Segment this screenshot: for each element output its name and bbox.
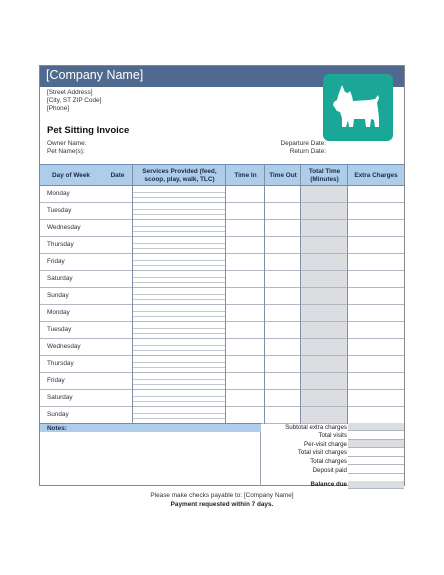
invoice-sheet [39,65,405,489]
summary-label: Total visit charges [297,449,347,457]
col-date: Date [110,171,125,179]
notes-header [40,423,261,432]
table-row [40,186,404,203]
invoice-title: Pet Sitting Invoice [47,125,130,136]
summary-row [261,432,404,440]
logo [323,74,393,141]
company-name[interactable]: [Company Name] [46,68,144,82]
summary-value[interactable] [348,457,404,465]
summary-row [261,466,404,474]
day-label: Saturday [47,275,73,282]
services-line[interactable] [133,333,226,334]
col-time-in: Time In [234,171,257,179]
services-line[interactable] [133,231,226,232]
table-row [40,288,404,305]
services-line[interactable] [133,367,226,368]
balance-due-row [261,481,404,489]
departure-date-label: Departure Date: [280,140,326,147]
summary-value[interactable] [348,466,404,474]
col-time-out: Time Out [269,171,297,179]
services-line[interactable] [133,197,226,198]
services-line[interactable] [133,299,226,300]
col-services: Services Provided (feed, scoop, play, walk, TLC) [142,167,217,183]
services-line[interactable] [133,214,226,215]
services-line[interactable] [133,209,226,210]
day-label: Friday [47,377,65,384]
day-label: Thursday [47,360,74,367]
services-line[interactable] [133,277,226,278]
services-line[interactable] [133,260,226,261]
divider [132,164,133,424]
pet-names-label: Pet Name(s): [47,148,85,155]
services-line[interactable] [133,345,226,346]
services-line[interactable] [133,418,226,419]
summary-label: Per-visit charge [304,440,347,448]
notes-area[interactable] [40,432,261,486]
day-label: Wednesday [47,224,81,231]
table-row [40,254,404,271]
services-line[interactable] [133,328,226,329]
summary-value[interactable] [348,481,404,489]
scottish-terrier-dog-icon [323,74,393,141]
services-line[interactable] [133,384,226,385]
services-line[interactable] [133,248,226,249]
table-row [40,390,404,407]
summary-label: Subtotal extra charges [285,423,347,431]
return-date-label: Return Date: [289,148,326,155]
services-line[interactable] [133,243,226,244]
summary-label: Deposit paid [312,466,347,474]
summary-row [261,423,404,431]
day-label: Thursday [47,241,74,248]
services-line[interactable] [133,192,226,193]
services-line[interactable] [133,362,226,363]
summary-value[interactable] [348,449,404,457]
services-line[interactable] [133,265,226,266]
summary-row [261,440,404,448]
services-line[interactable] [133,316,226,317]
services-line[interactable] [133,294,226,295]
services-line[interactable] [133,311,226,312]
street-address[interactable]: [Street Address] [47,89,93,96]
payment-terms: Payment requested within 7 days. [170,501,274,508]
summary-value[interactable] [348,440,404,448]
day-label: Monday [47,190,70,197]
summary-label: Total charges [310,457,347,465]
summary-row [261,449,404,457]
services-line[interactable] [133,413,226,414]
day-label: Tuesday [47,207,72,214]
summary-label: Balance due [310,481,347,489]
day-label: Tuesday [47,326,72,333]
day-label: Saturday [47,394,73,401]
table-row [40,356,404,373]
owner-name-label: Owner Name: [47,140,87,147]
col-total-time: Total Time (Minutes) [308,167,341,183]
day-label: Sunday [47,292,69,299]
table-row [40,220,404,237]
table-row [40,322,404,339]
payable-line: Please make checks payable to: [Company Name] [150,492,294,499]
phone[interactable]: [Phone] [47,105,70,112]
services-line[interactable] [133,350,226,351]
divider [300,164,301,424]
table-row [40,305,404,322]
col-day-of-week: Day of Week [52,171,90,179]
summary-value[interactable] [348,423,404,431]
table-row [40,271,404,288]
table-row [40,237,404,254]
services-line[interactable] [133,282,226,283]
day-label: Friday [47,258,65,265]
summary-value[interactable] [348,432,404,440]
services-line[interactable] [133,226,226,227]
table-row [40,407,404,424]
table-header [40,164,404,186]
notes-label: Notes: [47,425,67,432]
day-label: Sunday [47,411,69,418]
city-state-zip[interactable]: [City, ST ZIP Code] [47,97,102,104]
summary-row [261,457,404,465]
divider [225,164,226,424]
summary-label: Total visits [318,432,347,440]
services-line[interactable] [133,396,226,397]
col-extra-charges: Extra Charges [354,171,398,179]
services-line[interactable] [133,379,226,380]
divider [347,164,348,424]
table-row [40,373,404,390]
day-label: Monday [47,309,70,316]
table-row [40,203,404,220]
divider [264,164,265,424]
services-line[interactable] [133,401,226,402]
day-label: Wednesday [47,343,81,350]
table-row [40,339,404,356]
